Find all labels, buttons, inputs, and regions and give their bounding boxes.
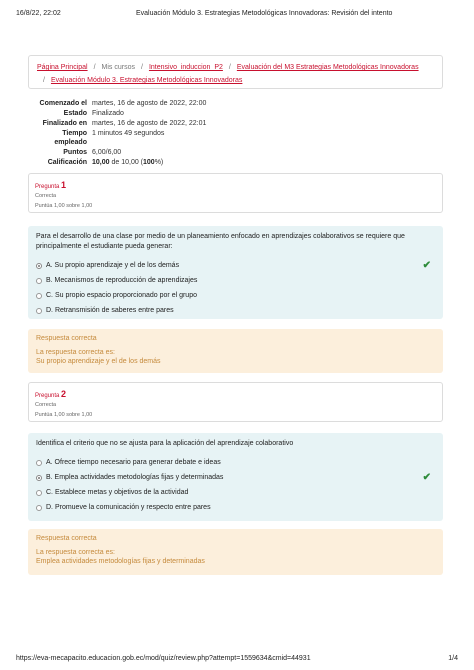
radio-button[interactable] (36, 460, 42, 466)
radio-button[interactable] (36, 293, 42, 299)
feedback-intro: La respuesta correcta es: (36, 349, 115, 356)
radio-button[interactable] (36, 278, 42, 284)
question-number: Pregunta 1 (35, 180, 67, 190)
feedback-title: Respuesta correcta (36, 335, 97, 342)
answer-option[interactable]: A. Ofrece tiempo necesario para generar debate e ideas (36, 455, 435, 470)
feedback-answer: Su propio aprendizaje y el de los demás (36, 358, 161, 365)
radio-button[interactable] (36, 308, 42, 314)
breadcrumb-separator: / (141, 64, 143, 71)
question-prompt: Identifica el criterio que no se ajusta para la aplicación del aprendizaje colaborativo (36, 440, 294, 447)
breadcrumb-home-link[interactable]: Página Principal (37, 64, 88, 71)
feedback-answer: Emplea actividades metodologías fijas y determinadas (36, 558, 205, 565)
breadcrumb-separator: / (93, 64, 96, 71)
answer-option[interactable]: C. Establece metas y objetivos de la actividad (36, 485, 435, 500)
time-label: Tiempo empleado (54, 130, 87, 146)
feedback-title: Respuesta correcta (36, 535, 97, 542)
answer-option[interactable]: C. Su propio espacio proporcionado por el grupo (36, 288, 435, 303)
attempt-summary (28, 99, 268, 168)
breadcrumb-separator: / (43, 77, 45, 84)
page-url[interactable]: https://eva-mecapacito.educacion.gob.ec/mod/quiz/review.php?attempt=1559634&cmid=44931 (16, 655, 311, 662)
answer-option[interactable]: B. Mecanismos de reproducción de aprendizajes (36, 273, 435, 288)
radio-button[interactable] (36, 263, 42, 269)
breadcrumb-course-link[interactable]: Intensivo_induccion_P2 (148, 64, 223, 71)
question-prompt: Para el desarrollo de una clase por medio de un planeamiento enfocado en aprendizajes colaborativos se requiere que principalmente el estudiante pueda generar: (36, 233, 405, 250)
check-icon: ✔ (422, 472, 431, 483)
breadcrumb (28, 55, 443, 89)
question-state: Correcta (35, 402, 57, 408)
breadcrumb-courses[interactable]: Mis cursos (101, 64, 135, 71)
breadcrumb-quiz-link[interactable]: Evaluación Módulo 3. Estrategias Metodológicas Innovadoras (50, 77, 243, 84)
radio-button[interactable] (36, 475, 42, 481)
question-state: Correcta (35, 193, 57, 199)
question-grade: Puntúa 1,00 sobre 1,00 (35, 412, 93, 418)
answer-option[interactable]: D. Promueve la comunicación y respecto entre pares (36, 500, 435, 515)
points-value: 6,00/6,00 (92, 149, 122, 156)
started-label: Comenzado el (39, 100, 87, 107)
question-text-box (28, 433, 443, 521)
feedback-intro: La respuesta correcta es: (36, 549, 115, 556)
finished-value: martes, 16 de agosto de 2022, 22:01 (92, 120, 207, 127)
started-value: martes, 16 de agosto de 2022, 22:00 (92, 100, 207, 107)
radio-button[interactable] (36, 490, 42, 496)
question-info (28, 173, 443, 213)
time-value: 1 minutos 49 segundos (92, 130, 165, 137)
page-number: 1/4 (448, 655, 458, 662)
print-date: 16/8/22, 22:02 (16, 10, 61, 17)
answer-option[interactable]: A. Su propio aprendizaje y el de los demás ✔ (36, 258, 435, 273)
finished-label: Finalizado en (42, 120, 87, 127)
feedback-box (28, 529, 443, 575)
grade-label: Calificación (47, 159, 87, 166)
print-footer (16, 655, 458, 662)
check-icon: ✔ (422, 260, 431, 271)
answer-option[interactable]: B. Emplea actividades metodologías fijas y determinadas ✔ (36, 470, 435, 485)
print-title: Evaluación Módulo 3. Estrategias Metodológicas Innovadoras: Revisión del intento (136, 10, 393, 17)
answer-option[interactable]: D. Retransmisión de saberes entre pares (36, 303, 435, 318)
question-number: Pregunta 2 (35, 389, 67, 399)
points-label: Puntos (63, 149, 87, 156)
question-text-box (28, 226, 443, 319)
radio-button[interactable] (36, 505, 42, 511)
state-value: Finalizado (92, 110, 124, 117)
breadcrumb-separator: / (228, 64, 231, 71)
question-grade: Puntúa 1,00 sobre 1,00 (35, 203, 93, 209)
state-label: Estado (63, 110, 87, 117)
breadcrumb-section-link[interactable]: Evaluación del M3 Estrategias Metodológicas Innovadoras (236, 64, 419, 71)
grade-value: 10,00 de 10,00 (100%) (92, 159, 164, 166)
question-info (28, 382, 443, 422)
feedback-box (28, 329, 443, 373)
